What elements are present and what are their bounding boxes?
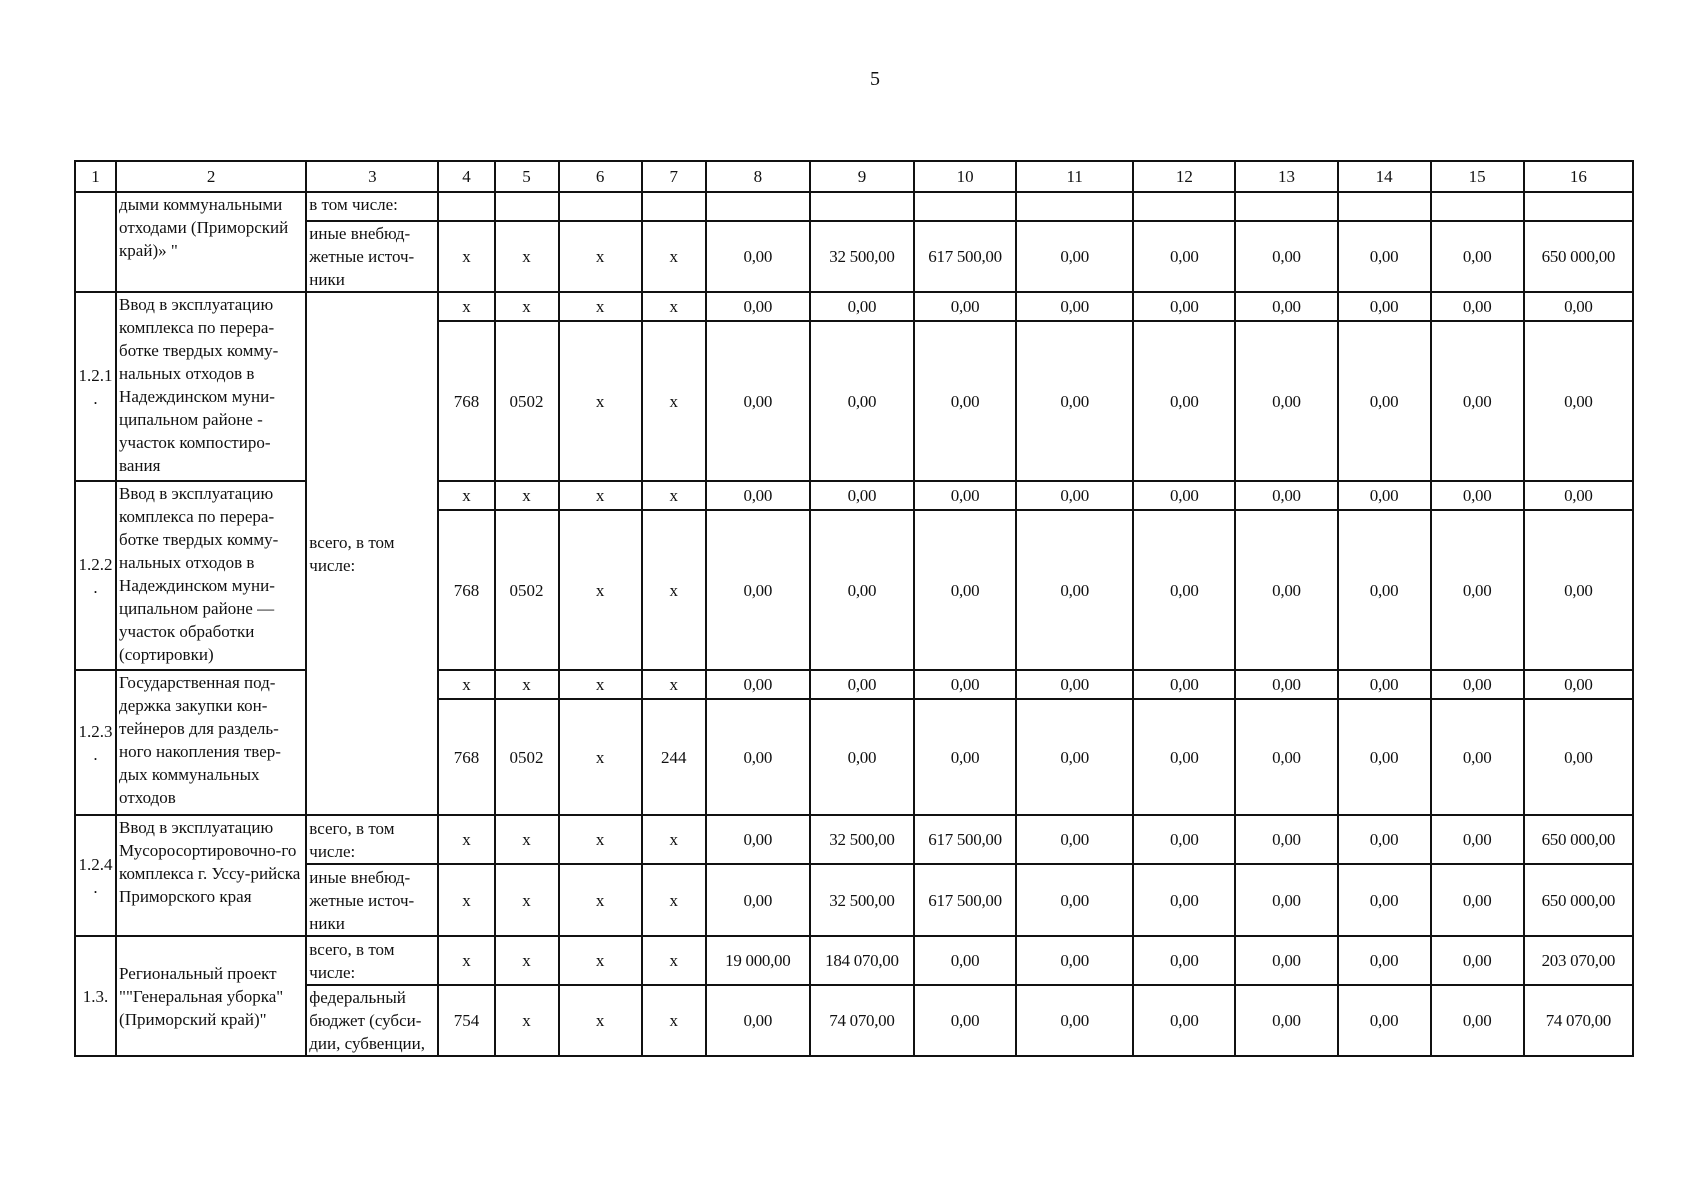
value-cell: x [559,936,642,985]
value-cell: 768 [438,321,494,481]
value-cell: 0,00 [706,699,810,815]
column-header: 9 [810,161,914,192]
value-cell: 0,00 [1016,985,1133,1056]
value-cell: x [438,670,494,699]
value-cell: 32 500,00 [810,221,914,292]
value-cell: 0,00 [810,699,914,815]
page-number: 5 [870,68,880,90]
value-cell: 0,00 [1431,510,1524,670]
funding-label: в том числе: [306,192,438,221]
value-cell [810,192,914,221]
value-cell: 0,00 [1016,321,1133,481]
row-number: 1.2.4. [75,815,116,936]
value-cell: 0,00 [1235,936,1337,985]
column-header: 12 [1133,161,1235,192]
value-cell: x [642,510,706,670]
column-header: 8 [706,161,810,192]
value-cell: 0,00 [1235,670,1337,699]
value-cell: 650 000,00 [1524,815,1633,864]
value-cell: 0,00 [706,321,810,481]
value-cell: x [642,985,706,1056]
value-cell: 0,00 [1338,510,1431,670]
value-cell: x [495,864,559,936]
value-cell: 0,00 [1338,985,1431,1056]
value-cell: 184 070,00 [810,936,914,985]
value-cell: 0,00 [810,510,914,670]
column-header: 13 [1235,161,1337,192]
value-cell: x [559,321,642,481]
value-cell: 0,00 [1133,221,1235,292]
value-cell: x [642,481,706,510]
value-cell: 203 070,00 [1524,936,1633,985]
value-cell: 0,00 [914,510,1016,670]
row-number [75,192,116,292]
value-cell: x [495,292,559,321]
value-cell: 0,00 [706,985,810,1056]
value-cell: 0,00 [1016,670,1133,699]
value-cell: 0,00 [1235,699,1337,815]
value-cell: 0,00 [1524,481,1633,510]
column-header: 2 [116,161,306,192]
funding-label: всего, в том числе: [306,292,438,815]
value-cell: 0,00 [1235,985,1337,1056]
value-cell [642,192,706,221]
table-row [75,815,1633,864]
column-header: 10 [914,161,1016,192]
value-cell [1133,192,1235,221]
value-cell: 0,00 [1524,510,1633,670]
value-cell: 0,00 [914,292,1016,321]
value-cell: 0,00 [1133,985,1235,1056]
value-cell: x [438,292,494,321]
value-cell: 0,00 [1133,510,1235,670]
funding-label: всего, в том числе: [306,936,438,985]
value-cell [706,192,810,221]
value-cell: 0,00 [914,936,1016,985]
value-cell: x [438,936,494,985]
column-header: 3 [306,161,438,192]
value-cell [495,192,559,221]
value-cell: 0502 [495,321,559,481]
value-cell: 0502 [495,510,559,670]
value-cell: 0,00 [1016,510,1133,670]
value-cell: 0,00 [810,481,914,510]
table-row [75,936,1633,985]
row-number: 1.2.1. [75,292,116,481]
value-cell: 0,00 [1524,321,1633,481]
value-cell: 0,00 [810,292,914,321]
value-cell: x [642,292,706,321]
row-number: 1.2.2. [75,481,116,670]
value-cell: x [559,864,642,936]
value-cell: x [559,221,642,292]
value-cell: 617 500,00 [914,864,1016,936]
row-number: 1.3. [75,936,116,1056]
value-cell: x [495,985,559,1056]
table-row [75,985,1633,1056]
value-cell: 0,00 [1235,321,1337,481]
value-cell: 0,00 [1524,292,1633,321]
value-cell: 0,00 [706,815,810,864]
funding-label: иные внебюд-жетные источ-ники [306,221,438,292]
value-cell: x [438,481,494,510]
column-header: 16 [1524,161,1633,192]
value-cell: 74 070,00 [810,985,914,1056]
value-cell: x [642,321,706,481]
value-cell: 768 [438,510,494,670]
value-cell: x [559,292,642,321]
row-name: Региональный проект ""Генеральная уборка" (Приморский край)" [116,936,306,1056]
value-cell: 0,00 [706,510,810,670]
value-cell: x [642,936,706,985]
value-cell: 32 500,00 [810,815,914,864]
value-cell [559,192,642,221]
value-cell: 0,00 [1133,699,1235,815]
value-cell [1338,192,1431,221]
row-name: дыми коммунальными отходами (Приморский край)» " [116,192,306,292]
value-cell: x [495,481,559,510]
row-name: Ввод в эксплуатацию комплекса по перера-ботке твердых комму-нальных отходов в Надеждинском муни-ципальном районе — участок обработки (сортировки) [116,481,306,670]
value-cell: 0,00 [1431,864,1524,936]
value-cell: 650 000,00 [1524,864,1633,936]
column-header: 4 [438,161,494,192]
value-cell: 0,00 [1431,481,1524,510]
value-cell: 0,00 [1016,936,1133,985]
value-cell: 0,00 [1016,292,1133,321]
value-cell: 0,00 [1133,864,1235,936]
value-cell: 0,00 [1431,815,1524,864]
value-cell: 0,00 [1431,321,1524,481]
column-header: 6 [559,161,642,192]
value-cell [438,192,494,221]
value-cell: 0,00 [1016,221,1133,292]
value-cell: 0,00 [1133,321,1235,481]
value-cell: 0,00 [1235,221,1337,292]
value-cell: 0,00 [1133,670,1235,699]
value-cell: 617 500,00 [914,815,1016,864]
column-header: 7 [642,161,706,192]
value-cell: 768 [438,699,494,815]
value-cell: 0,00 [1524,699,1633,815]
value-cell: 244 [642,699,706,815]
value-cell: 0,00 [1338,699,1431,815]
value-cell: 0,00 [1338,936,1431,985]
value-cell: 0,00 [1431,670,1524,699]
value-cell: 0,00 [810,670,914,699]
value-cell: x [559,481,642,510]
value-cell: 0,00 [706,670,810,699]
value-cell: 0,00 [1016,815,1133,864]
value-cell: 0,00 [706,864,810,936]
column-header: 11 [1016,161,1133,192]
row-number: 1.2.3. [75,670,116,815]
value-cell: 0,00 [1338,321,1431,481]
value-cell: 0,00 [1338,815,1431,864]
value-cell: 0,00 [1133,292,1235,321]
value-cell: x [642,815,706,864]
table-row [75,192,1633,221]
value-cell: 617 500,00 [914,221,1016,292]
value-cell: x [559,815,642,864]
funding-label: иные внебюд-жетные источ-ники [306,864,438,936]
value-cell: 74 070,00 [1524,985,1633,1056]
row-name: Государственная под-держка закупки кон-тейнеров для раздель-ного накопления твер-дых коммунальных отходов [116,670,306,815]
value-cell: x [438,815,494,864]
value-cell: 0502 [495,699,559,815]
value-cell: 0,00 [1133,815,1235,864]
value-cell [1235,192,1337,221]
funding-label: всего, в том числе: [306,815,438,864]
column-header: 1 [75,161,116,192]
value-cell: x [642,864,706,936]
value-cell: 32 500,00 [810,864,914,936]
value-cell: 0,00 [1338,481,1431,510]
value-cell: 0,00 [1338,221,1431,292]
value-cell: 0,00 [1133,481,1235,510]
value-cell: 0,00 [914,481,1016,510]
value-cell: 0,00 [1431,985,1524,1056]
value-cell: 0,00 [914,670,1016,699]
table-row [75,221,1633,292]
value-cell: 0,00 [1016,864,1133,936]
column-header: 5 [495,161,559,192]
value-cell: 0,00 [1431,699,1524,815]
value-cell: x [495,936,559,985]
value-cell: 0,00 [1338,864,1431,936]
value-cell: 0,00 [914,321,1016,481]
budget-table [74,160,1634,1057]
value-cell: 0,00 [1235,815,1337,864]
value-cell: 0,00 [1431,221,1524,292]
value-cell: x [438,864,494,936]
value-cell: 0,00 [914,699,1016,815]
value-cell [1524,192,1633,221]
value-cell: x [495,670,559,699]
value-cell: 0,00 [706,221,810,292]
value-cell: 0,00 [706,292,810,321]
value-cell: x [642,670,706,699]
value-cell [914,192,1016,221]
value-cell [1431,192,1524,221]
table-row [75,292,1633,321]
value-cell: 0,00 [1524,670,1633,699]
value-cell: 754 [438,985,494,1056]
value-cell: x [559,985,642,1056]
value-cell: 0,00 [1133,936,1235,985]
value-cell: 0,00 [1235,510,1337,670]
value-cell: 0,00 [706,481,810,510]
value-cell: x [495,221,559,292]
value-cell: 19 000,00 [706,936,810,985]
row-name: Ввод в эксплуатацию Мусоросортировочно-го комплекса г. Уссу-рийска Приморского края [116,815,306,936]
value-cell: 0,00 [810,321,914,481]
funding-label: федеральный бюджет (субси-дии, субвенции, [306,985,438,1056]
value-cell: 0,00 [1016,481,1133,510]
value-cell: x [495,815,559,864]
value-cell: 650 000,00 [1524,221,1633,292]
value-cell: 0,00 [1235,481,1337,510]
column-header: 14 [1338,161,1431,192]
value-cell: x [559,510,642,670]
value-cell: x [559,670,642,699]
value-cell: 0,00 [1338,670,1431,699]
value-cell: 0,00 [1338,292,1431,321]
value-cell: x [438,221,494,292]
table-row [75,161,1633,192]
value-cell: 0,00 [914,985,1016,1056]
column-header: 15 [1431,161,1524,192]
value-cell: x [559,699,642,815]
value-cell: x [642,221,706,292]
row-name: Ввод в эксплуатацию комплекса по перера-ботке твердых комму-нальных отходов в Надеждинском муни-ципальном районе - участок компостиро-вания [116,292,306,481]
value-cell: 0,00 [1235,864,1337,936]
value-cell: 0,00 [1235,292,1337,321]
value-cell: 0,00 [1016,699,1133,815]
value-cell: 0,00 [1431,936,1524,985]
value-cell: 0,00 [1431,292,1524,321]
table-row [75,864,1633,936]
value-cell [1016,192,1133,221]
